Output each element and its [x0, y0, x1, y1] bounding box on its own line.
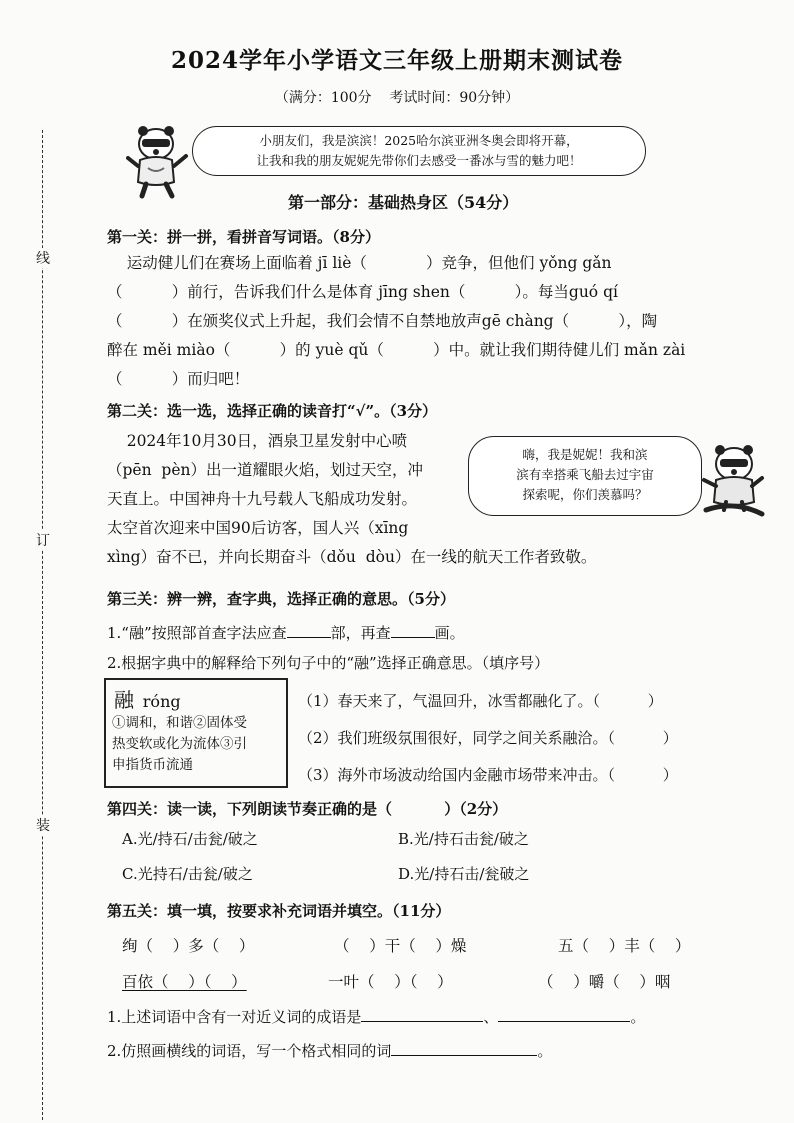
dict-pinyin: róng: [142, 692, 181, 711]
q1-line: （ ）而归吧！: [107, 370, 250, 388]
q5-imitate-word-blank[interactable]: [391, 1041, 537, 1056]
q1-line: （ ）在颁奖仪式上升起，我们会情不自禁地放声gē chàng（ ），陶: [107, 312, 658, 330]
q5-idiom-4: 一叶（ ）（ ）: [328, 973, 453, 991]
q3-item-1: [107, 622, 465, 643]
exam-title: 2024学年小学语文三年级上册期末测试卷: [170, 47, 623, 74]
q3-sentence: （2）我们班级氛围很好，同学之间关系融洽。（ ）: [298, 729, 678, 747]
bubble-line-1: 小朋友们，我是滨滨！2025哈尔滨亚洲冬奥会即将开幕，: [259, 133, 579, 148]
exam-subtitle: （满分：100分 考试时间：90分钟）: [274, 90, 520, 106]
dict-definition-line: ①调和，和谐②固体受: [112, 715, 247, 731]
margin-mark-ding: 订: [36, 530, 50, 550]
dictionary-entry-box: [104, 678, 288, 788]
q3-item1-text-b: 部，再查: [330, 624, 391, 642]
dict-character: 融: [114, 688, 134, 712]
q5-item1-end: 。: [630, 1008, 646, 1026]
margin-mark-xian: 线: [36, 248, 50, 268]
q5-idiom-5: （ ）嚼（ ）咽: [538, 973, 671, 991]
dict-definition-line: 热变软或化为流体③引: [112, 736, 247, 752]
bubble2-line-1: 嗨，我是妮妮！我和滨: [522, 447, 648, 462]
q4-heading: 第四关：读一读，下列朗读节奏正确的是（ ）（2分）: [107, 800, 508, 818]
bubble2-line-3: 探索呢，你们羡慕吗？: [522, 487, 648, 502]
q5-synonym-idiom-blank-2[interactable]: [498, 1007, 630, 1022]
q3-heading: 第三关：辨一辨，查字典，选择正确的意思。（5分）: [107, 590, 455, 608]
dict-definition-line: 申指货币流通: [112, 757, 193, 773]
q4-option-b[interactable]: B.光/持石击瓮/破之: [398, 830, 529, 848]
part-one-title: 第一部分：基础热身区（54分）: [288, 193, 519, 212]
q3-item1-text-c: 画。: [434, 624, 465, 642]
q1-body: [107, 249, 767, 394]
bubble-line-2: 让我和我的朋友妮妮先带你们去感受一番冰与雪的魅力吧！: [256, 153, 582, 168]
q5-item-1: [107, 1006, 645, 1027]
speech-bubble-nini: [468, 436, 702, 516]
q3-item1-text-a: 1.“融”按照部首查字法应查: [107, 624, 287, 642]
q1-line: 醉在 měi miào（ ）的 yuè qǔ（ ）中。就让我们期待健儿们 mǎn zài: [107, 341, 686, 359]
q5-idiom-1: 绚（ ）多（ ）: [122, 937, 255, 955]
q2-line: （pēn pèn）出一道耀眼火焰，划过天空，冲: [107, 461, 424, 479]
q1-heading: 第一关：拼一拼，看拼音写词语。（8分）: [107, 228, 380, 246]
q5-synonym-idiom-blank-1[interactable]: [361, 1007, 483, 1022]
q5-example-idiom-underlined: 百依（ ）（ ）: [122, 973, 247, 991]
q1-line: （ ）前行，告诉我们什么是体育 jīng shen（ ）。每当guó qí: [107, 283, 618, 301]
q5-item2-end: 。: [537, 1042, 553, 1060]
margin-mark-zhuang: 装: [36, 815, 50, 835]
q2-heading: 第二关：选一选，选择正确的读音打“√”。（3分）: [107, 402, 438, 420]
q1-line: 运动健儿们在赛场上面临着 jī liè（ ）竞争，但他们 yǒng gǎn: [107, 254, 612, 272]
q2-line: xìng）奋不已，并向长期奋斗（dǒu dòu）在一线的航天工作者致敬。: [107, 548, 597, 566]
q5-item2-text: 2.仿照画横线的词语，写一个格式相同的词: [107, 1042, 392, 1060]
q4-option-a[interactable]: A.光/持石/击瓮/破之: [122, 830, 258, 848]
q3-radical-blank[interactable]: [287, 623, 331, 638]
nini-mascot-illustration: [700, 440, 766, 524]
q2-line: 天直上。中国神舟十九号载人飞船成功发射。: [107, 490, 418, 508]
q3-sentence: （3）海外市场波动给国内金融市场带来冲击。（ ）: [298, 766, 678, 784]
bubble2-line-2: 滨有幸搭乘飞船去过宇宙: [516, 467, 654, 482]
q5-item-2: [107, 1040, 552, 1061]
q3-item-2: 2.根据字典中的解释给下列句子中的“融”选择正确意思。（填序号）: [107, 654, 550, 672]
q5-item1-text: 1.上述词语中含有一对近义词的成语是: [107, 1008, 362, 1026]
q3-sentence: （1）春天来了，气温回升，冰雪都融化了。（ ）: [298, 692, 663, 710]
q3-stroke-blank[interactable]: [391, 623, 435, 638]
q5-idiom-3: 五（ ）丰（ ）: [558, 937, 691, 955]
q4-option-c[interactable]: C.光持石/击瓮/破之: [122, 865, 253, 883]
q5-idiom-2: （ ）干（ ）燥: [334, 937, 467, 955]
binding-margin-line: [42, 130, 43, 1120]
q3-sentences: [298, 683, 678, 794]
q4-option-d[interactable]: D.光/持石击/瓮破之: [398, 865, 530, 883]
q2-line: 2024年10月30日，酒泉卫星发射中心喷: [107, 432, 408, 450]
binbin-mascot-illustration: [126, 122, 192, 200]
q5-item1-sep: 、: [483, 1008, 499, 1026]
q2-line: 太空首次迎来中国90后访客，国人兴（xīng: [107, 519, 409, 537]
q5-heading: 第五关：填一填，按要求补充词语并填空。（11分）: [107, 902, 451, 920]
speech-bubble-binbin: [192, 126, 646, 176]
